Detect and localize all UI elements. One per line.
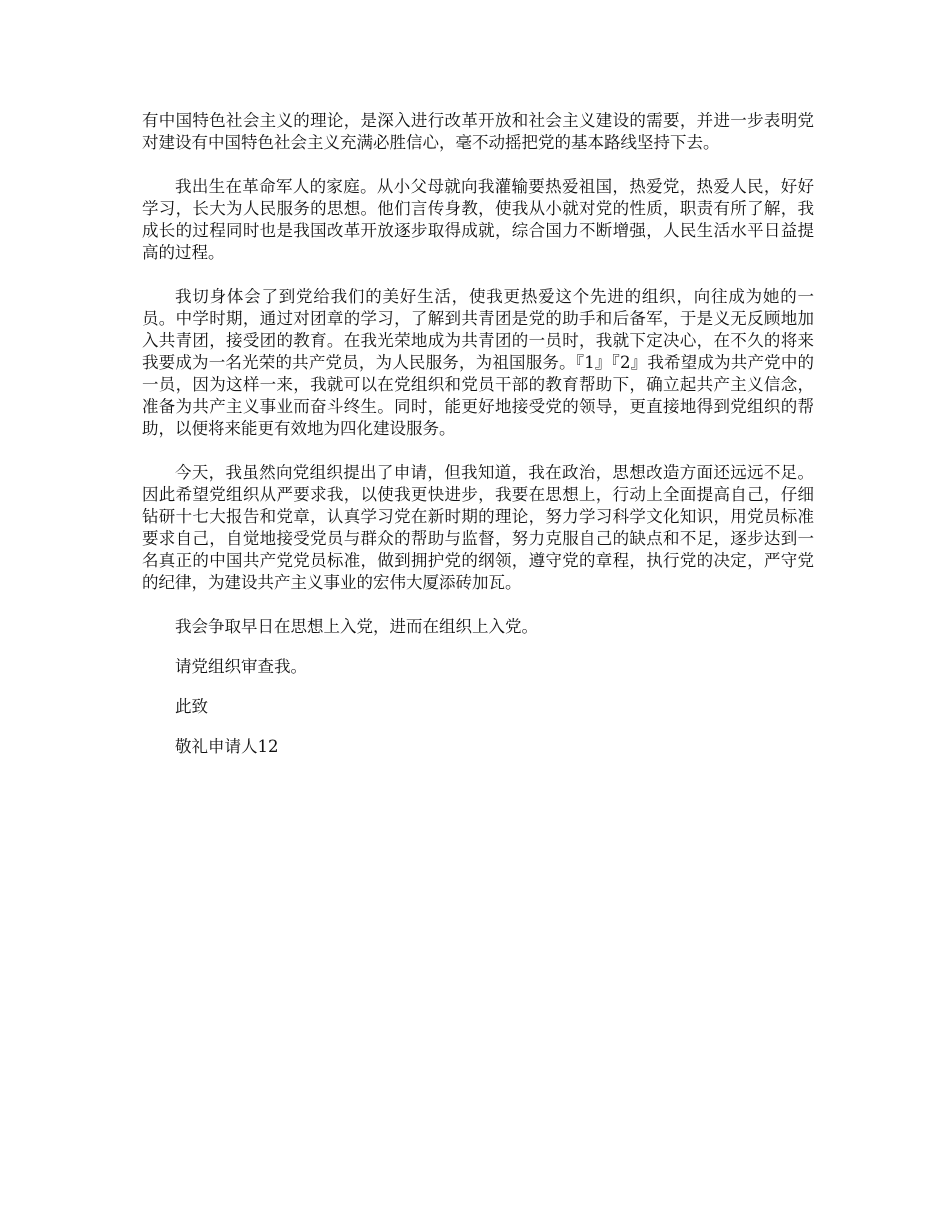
signature-line: 敬礼申请人12	[175, 737, 279, 756]
paragraph-motivation: 我切身体会了到党给我们的美好生活，使我更热爱这个先进的组织，向往成为她的一员。中学时期，通过对团章的学习，了解到共青团是党的助手和后备军，于是义无反顾地加入共青团，接受团的教育。在我光荣地成为共青团的一员时，我就下定决心，在不久的将来我要成为一名光荣的共产党员，为人民服务，为祖国服务。『1』『2』我希望成为共产党中的一员，因为这样一来，我就可以在党组织和党员干部的教育帮助下，确立起共产主义信念，准备为共产主义事业而奋斗终生。同时，能更好地接受党的领导，更直接地得到党组织的帮助，以便将来能更有效地为四化建设服务。	[142, 287, 814, 438]
paragraph-commitment: 今天，我虽然向党组织提出了申请，但我知道，我在政治，思想改造方面还远远不足。因此希望党组织从严要求我，以使我更快进步，我要在思想上，行动上全面提高自己，仔细钻研十七大报告和党章，认真学习党在新时期的理论，努力学习科学文化知识，用党员标准要求自己，自觉地接受党员与群众的帮助与监督，努力克服自己的缺点和不足，逐步达到一名真正的中国共产党党员标准，做到拥护党的纲领，遵守党的章程，执行党的决定，严守党的纪律，为建设共产主义事业的宏伟大厦添砖加瓦。	[142, 463, 814, 592]
paragraph-continuation: 有中国特色社会主义的理论，是深入进行改革开放和社会主义建设的需要，并进一步表明党对建设有中国特色社会主义充满必胜信心，毫不动摇把党的基本路线坚持下去。	[142, 111, 814, 152]
closing-salutation: 此致	[175, 697, 208, 716]
paragraph-family-background: 我出生在革命军人的家庭。从小父母就向我灌输要热爱祖国，热爱党，热爱人民，好好学习，长大为人民服务的思想。他们言传身教，使我从小就对党的性质，职责有所了解，我成长的过程同时也是我国改革开放逐步取得成就，综合国力不断增强，人民生活水平日益提高的过程。	[142, 177, 814, 262]
paragraph-request-review: 请党组织审查我。	[175, 657, 307, 676]
document-body	[142, 110, 814, 776]
paragraph-resolution: 我会争取早日在思想上入党，进而在组织上入党。	[175, 617, 538, 636]
